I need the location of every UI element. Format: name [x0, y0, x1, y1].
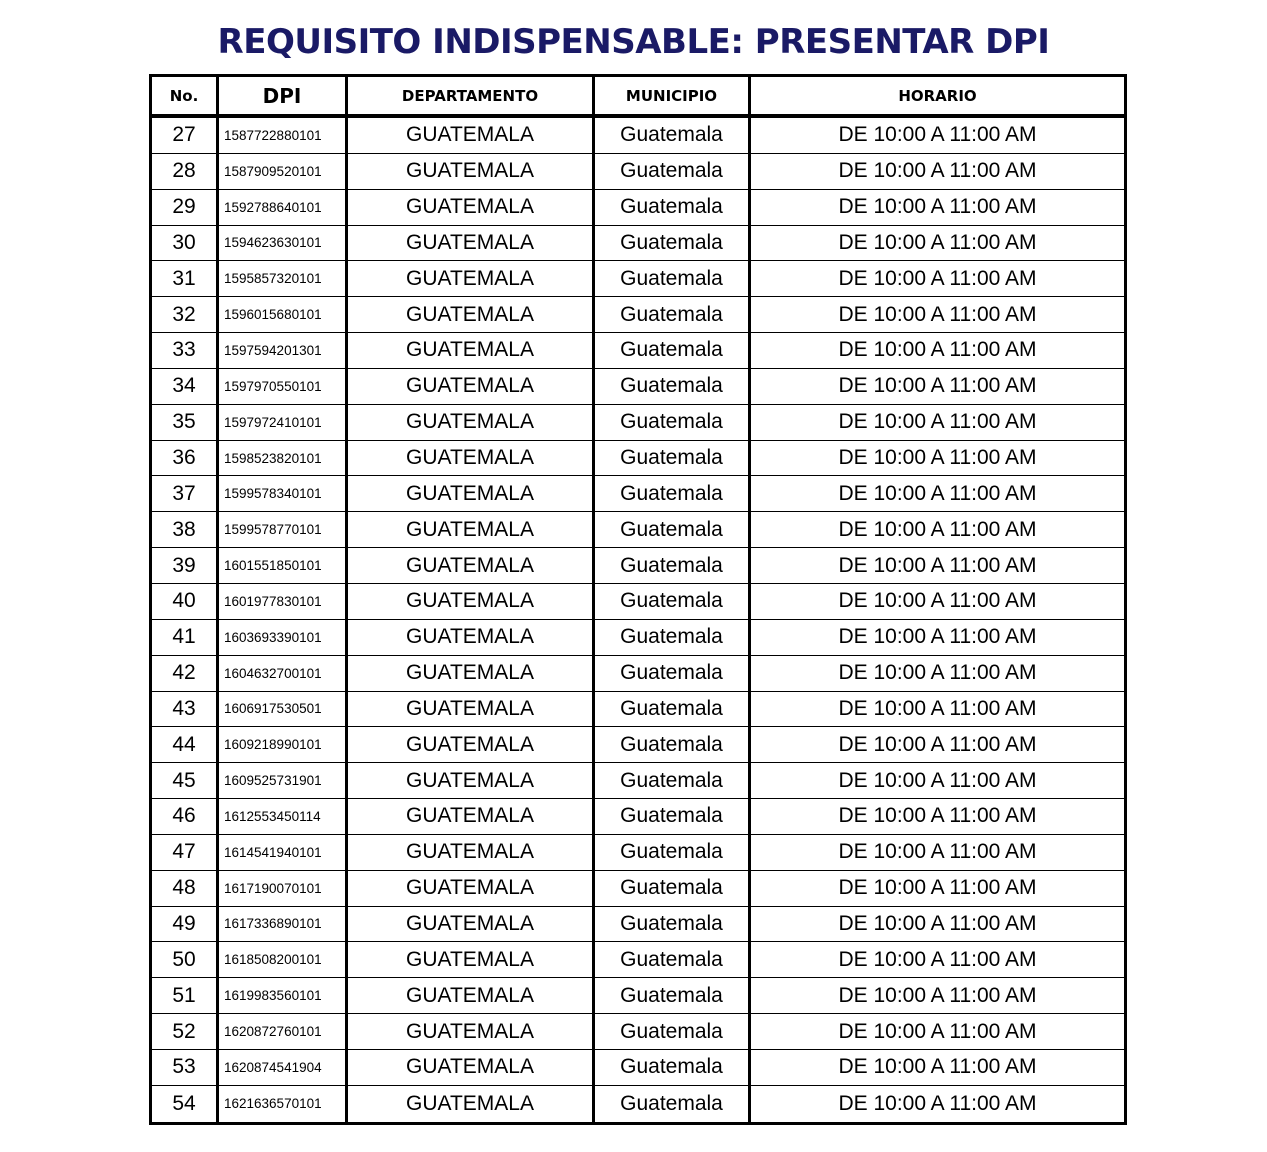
table-row — [152, 512, 1124, 548]
table-row — [152, 1014, 1124, 1050]
table-body — [152, 118, 1124, 1122]
cell-dpi: 1601977830101 — [219, 584, 348, 619]
cell-departamento: GUATEMALA — [348, 907, 595, 942]
cell-municipio: Guatemala — [595, 1014, 751, 1049]
cell-departamento: GUATEMALA — [348, 118, 595, 153]
cell-departamento: GUATEMALA — [348, 512, 595, 547]
cell-horario: DE 10:00 A 11:00 AM — [838, 1055, 1037, 1079]
cell-dpi: 1597594201301 — [219, 333, 348, 368]
cell-dpi: 1609218990101 — [219, 727, 348, 762]
cell-departamento: GUATEMALA — [348, 1014, 595, 1049]
cell-dpi: 1621636570101 — [219, 1086, 348, 1122]
cell-municipio: Guatemala — [595, 692, 751, 727]
cell-departamento: GUATEMALA — [348, 405, 595, 440]
cell-horario: DE 10:00 A 11:00 AM — [838, 230, 1037, 254]
cell-dpi: 1599578770101 — [219, 512, 348, 547]
cell-municipio: Guatemala — [595, 763, 751, 798]
cell-dpi: 1596015680101 — [219, 297, 348, 332]
schedule-table — [149, 74, 1127, 1125]
cell-departamento: GUATEMALA — [348, 692, 595, 727]
cell-horario: DE 10:00 A 11:00 AM — [838, 840, 1037, 864]
table-row — [152, 907, 1124, 943]
cell-departamento: GUATEMALA — [348, 476, 595, 511]
cell-municipio: Guatemala — [595, 584, 751, 619]
cell-horario: DE 10:00 A 11:00 AM — [838, 589, 1037, 613]
table-row — [152, 261, 1124, 297]
cell-dpi: 1604632700101 — [219, 656, 348, 691]
cell-municipio: Guatemala — [595, 907, 751, 942]
cell-departamento: GUATEMALA — [348, 978, 595, 1013]
cell-departamento: GUATEMALA — [348, 871, 595, 906]
cell-no: 31 — [152, 261, 219, 296]
cell-no: 28 — [152, 154, 219, 189]
cell-no: 50 — [152, 942, 219, 977]
cell-dpi: 1587909520101 — [219, 154, 348, 189]
table-row — [152, 405, 1124, 441]
table-row — [152, 476, 1124, 512]
cell-no: 51 — [152, 978, 219, 1013]
table-row — [152, 333, 1124, 369]
cell-departamento: GUATEMALA — [348, 261, 595, 296]
cell-dpi: 1609525731901 — [219, 763, 348, 798]
cell-horario: DE 10:00 A 11:00 AM — [838, 266, 1037, 290]
cell-no: 52 — [152, 1014, 219, 1049]
cell-no: 30 — [152, 226, 219, 261]
cell-no: 54 — [152, 1086, 219, 1122]
cell-horario: DE 10:00 A 11:00 AM — [838, 159, 1037, 183]
cell-departamento: GUATEMALA — [348, 1050, 595, 1085]
cell-municipio: Guatemala — [595, 835, 751, 870]
cell-departamento: GUATEMALA — [348, 942, 595, 977]
cell-municipio: Guatemala — [595, 405, 751, 440]
cell-horario: DE 10:00 A 11:00 AM — [838, 410, 1037, 434]
header-departamento: DEPARTAMENTO — [348, 77, 595, 114]
table-row — [152, 763, 1124, 799]
table-row — [152, 1086, 1124, 1122]
cell-departamento: GUATEMALA — [348, 763, 595, 798]
cell-municipio: Guatemala — [595, 871, 751, 906]
table-row — [152, 226, 1124, 262]
cell-municipio: Guatemala — [595, 1050, 751, 1085]
cell-municipio: Guatemala — [595, 190, 751, 225]
cell-horario: DE 10:00 A 11:00 AM — [838, 338, 1037, 362]
cell-horario: DE 10:00 A 11:00 AM — [838, 374, 1037, 398]
table-row — [152, 978, 1124, 1014]
table-row — [152, 548, 1124, 584]
cell-horario: DE 10:00 A 11:00 AM — [838, 446, 1037, 470]
cell-municipio: Guatemala — [595, 441, 751, 476]
cell-no: 36 — [152, 441, 219, 476]
cell-horario: DE 10:00 A 11:00 AM — [838, 947, 1037, 971]
cell-horario: DE 10:00 A 11:00 AM — [838, 625, 1037, 649]
header-dpi: DPI — [219, 77, 348, 114]
table-header — [152, 77, 1124, 118]
cell-departamento: GUATEMALA — [348, 1086, 595, 1122]
cell-horario: DE 10:00 A 11:00 AM — [838, 123, 1037, 147]
cell-municipio: Guatemala — [595, 727, 751, 762]
cell-municipio: Guatemala — [595, 548, 751, 583]
cell-departamento: GUATEMALA — [348, 548, 595, 583]
cell-horario: DE 10:00 A 11:00 AM — [838, 553, 1037, 577]
table-row — [152, 692, 1124, 728]
table-row — [152, 369, 1124, 405]
cell-no: 33 — [152, 333, 219, 368]
cell-municipio: Guatemala — [595, 118, 751, 153]
cell-municipio: Guatemala — [595, 333, 751, 368]
cell-departamento: GUATEMALA — [348, 369, 595, 404]
cell-municipio: Guatemala — [595, 261, 751, 296]
table-row — [152, 297, 1124, 333]
cell-no: 34 — [152, 369, 219, 404]
cell-dpi: 1597970550101 — [219, 369, 348, 404]
table-row — [152, 1050, 1124, 1086]
cell-departamento: GUATEMALA — [348, 656, 595, 691]
cell-municipio: Guatemala — [595, 1086, 751, 1122]
table-row — [152, 441, 1124, 477]
cell-horario: DE 10:00 A 11:00 AM — [838, 661, 1037, 685]
cell-no: 42 — [152, 656, 219, 691]
cell-horario: DE 10:00 A 11:00 AM — [838, 1091, 1037, 1115]
cell-departamento: GUATEMALA — [348, 154, 595, 189]
cell-no: 37 — [152, 476, 219, 511]
cell-municipio: Guatemala — [595, 297, 751, 332]
table-row — [152, 190, 1124, 226]
cell-dpi: 1619983560101 — [219, 978, 348, 1013]
cell-municipio: Guatemala — [595, 799, 751, 834]
cell-no: 32 — [152, 297, 219, 332]
cell-horario: DE 10:00 A 11:00 AM — [838, 195, 1037, 219]
cell-dpi: 1598523820101 — [219, 441, 348, 476]
cell-no: 45 — [152, 763, 219, 798]
cell-dpi: 1606917530501 — [219, 692, 348, 727]
cell-municipio: Guatemala — [595, 226, 751, 261]
cell-horario: DE 10:00 A 11:00 AM — [838, 804, 1037, 828]
table-row — [152, 799, 1124, 835]
cell-dpi: 1595857320101 — [219, 261, 348, 296]
header-municipio: MUNICIPIO — [595, 77, 751, 114]
cell-dpi: 1620872760101 — [219, 1014, 348, 1049]
cell-dpi: 1592788640101 — [219, 190, 348, 225]
table-row — [152, 154, 1124, 190]
cell-departamento: GUATEMALA — [348, 226, 595, 261]
cell-horario: DE 10:00 A 11:00 AM — [838, 517, 1037, 541]
cell-no: 39 — [152, 548, 219, 583]
cell-departamento: GUATEMALA — [348, 620, 595, 655]
cell-no: 44 — [152, 727, 219, 762]
cell-departamento: GUATEMALA — [348, 190, 595, 225]
cell-no: 43 — [152, 692, 219, 727]
cell-no: 29 — [152, 190, 219, 225]
cell-no: 35 — [152, 405, 219, 440]
cell-dpi: 1617190070101 — [219, 871, 348, 906]
cell-no: 40 — [152, 584, 219, 619]
cell-municipio: Guatemala — [595, 369, 751, 404]
cell-horario: DE 10:00 A 11:00 AM — [838, 983, 1037, 1007]
cell-no: 41 — [152, 620, 219, 655]
table-row — [152, 118, 1124, 154]
cell-horario: DE 10:00 A 11:00 AM — [838, 696, 1037, 720]
cell-departamento: GUATEMALA — [348, 835, 595, 870]
cell-no: 47 — [152, 835, 219, 870]
header-horario: HORARIO — [898, 86, 977, 105]
cell-no: 53 — [152, 1050, 219, 1085]
cell-departamento: GUATEMALA — [348, 727, 595, 762]
cell-no: 48 — [152, 871, 219, 906]
table-row — [152, 942, 1124, 978]
cell-departamento: GUATEMALA — [348, 441, 595, 476]
cell-municipio: Guatemala — [595, 942, 751, 977]
table-row — [152, 620, 1124, 656]
cell-no: 49 — [152, 907, 219, 942]
cell-dpi: 1599578340101 — [219, 476, 348, 511]
header-no: No. — [152, 77, 219, 114]
cell-no: 38 — [152, 512, 219, 547]
table-row — [152, 871, 1124, 907]
cell-dpi: 1617336890101 — [219, 907, 348, 942]
cell-dpi: 1603693390101 — [219, 620, 348, 655]
cell-horario: DE 10:00 A 11:00 AM — [838, 876, 1037, 900]
cell-municipio: Guatemala — [595, 656, 751, 691]
table-row — [152, 656, 1124, 692]
cell-municipio: Guatemala — [595, 512, 751, 547]
cell-dpi: 1618508200101 — [219, 942, 348, 977]
page-title: REQUISITO INDISPENSABLE: PRESENTAR DPI — [217, 22, 1050, 62]
cell-municipio: Guatemala — [595, 978, 751, 1013]
cell-horario: DE 10:00 A 11:00 AM — [838, 481, 1037, 505]
table-row — [152, 584, 1124, 620]
cell-departamento: GUATEMALA — [348, 297, 595, 332]
cell-departamento: GUATEMALA — [348, 799, 595, 834]
cell-horario: DE 10:00 A 11:00 AM — [838, 911, 1037, 935]
table-row — [152, 835, 1124, 871]
cell-dpi: 1594623630101 — [219, 226, 348, 261]
cell-municipio: Guatemala — [595, 154, 751, 189]
cell-horario: DE 10:00 A 11:00 AM — [838, 302, 1037, 326]
cell-departamento: GUATEMALA — [348, 584, 595, 619]
cell-departamento: GUATEMALA — [348, 333, 595, 368]
cell-dpi: 1612553450114 — [219, 799, 348, 834]
cell-horario: DE 10:00 A 11:00 AM — [838, 1019, 1037, 1043]
cell-dpi: 1597972410101 — [219, 405, 348, 440]
cell-municipio: Guatemala — [595, 476, 751, 511]
table-row — [152, 727, 1124, 763]
cell-dpi: 1614541940101 — [219, 835, 348, 870]
cell-dpi: 1601551850101 — [219, 548, 348, 583]
cell-dpi: 1620874541904 — [219, 1050, 348, 1085]
cell-no: 27 — [152, 118, 219, 153]
cell-dpi: 1587722880101 — [219, 118, 348, 153]
cell-no: 46 — [152, 799, 219, 834]
cell-horario: DE 10:00 A 11:00 AM — [838, 732, 1037, 756]
cell-municipio: Guatemala — [595, 620, 751, 655]
cell-horario: DE 10:00 A 11:00 AM — [838, 768, 1037, 792]
